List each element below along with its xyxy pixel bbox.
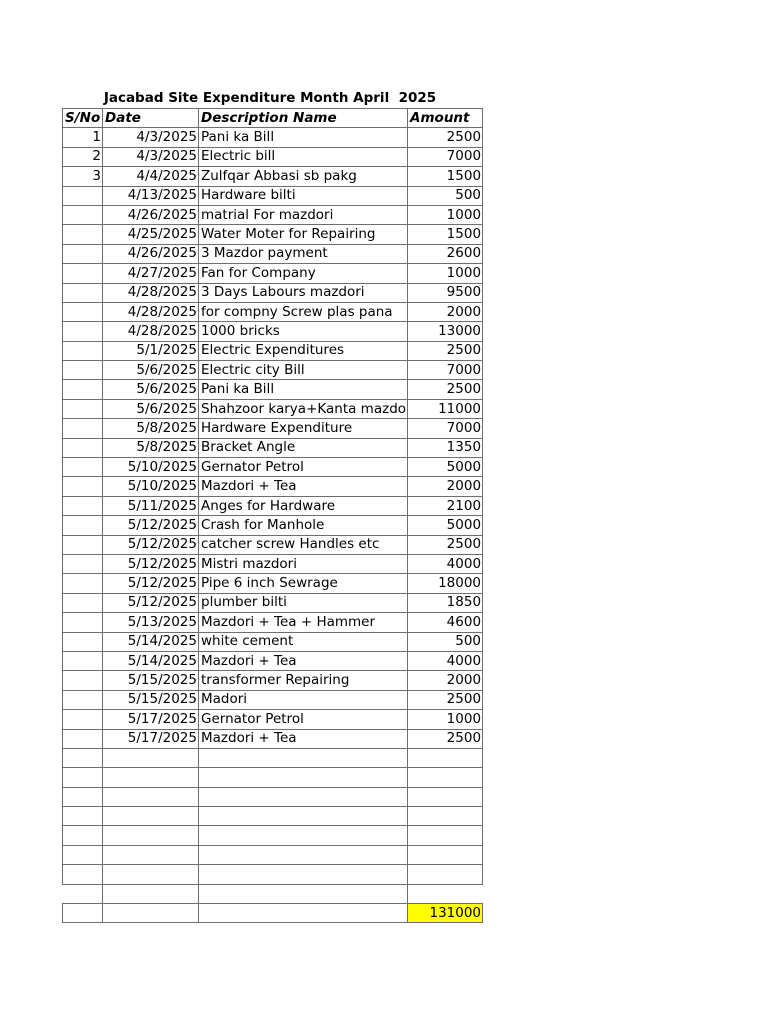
table-row — [63, 419, 483, 438]
table-row — [63, 283, 483, 302]
date-cell[interactable]: 5/10/2025 — [103, 458, 199, 477]
amount-cell[interactable]: 2500 — [408, 341, 483, 360]
table-row — [63, 671, 483, 690]
description-cell[interactable]: Pipe 6 inch Sewrage — [199, 574, 408, 593]
amount-cell[interactable]: 1500 — [408, 225, 483, 244]
description-cell[interactable] — [199, 748, 408, 767]
description-cell[interactable] — [199, 826, 408, 845]
amount-cell[interactable]: 18000 — [408, 574, 483, 593]
description-cell[interactable]: Electric bill — [199, 147, 408, 166]
table-row — [63, 516, 483, 535]
amount-cell[interactable]: 1000 — [408, 264, 483, 283]
description-cell[interactable]: 1000 bricks — [199, 322, 408, 341]
total-description-cell[interactable] — [199, 904, 408, 923]
table-row — [63, 458, 483, 477]
description-cell[interactable]: transformer Repairing — [199, 671, 408, 690]
sno-cell[interactable]: 2 — [63, 147, 103, 166]
table-row — [63, 613, 483, 632]
total-date-cell[interactable] — [103, 904, 199, 923]
sno-cell[interactable] — [63, 768, 103, 787]
sno-cell[interactable]: 1 — [63, 128, 103, 147]
sno-cell[interactable] — [63, 710, 103, 729]
sno-cell[interactable] — [63, 826, 103, 845]
amount-cell[interactable] — [408, 748, 483, 767]
sno-cell[interactable] — [63, 477, 103, 496]
amount-cell[interactable]: 500 — [408, 632, 483, 651]
table-row — [63, 322, 483, 341]
date-cell[interactable]: 5/12/2025 — [103, 554, 199, 573]
amount-cell[interactable]: 2600 — [408, 244, 483, 263]
sno-cell[interactable]: 3 — [63, 167, 103, 186]
sno-cell[interactable] — [63, 458, 103, 477]
table-row — [63, 147, 483, 166]
date-cell[interactable]: 5/15/2025 — [103, 671, 199, 690]
description-cell[interactable] — [199, 807, 408, 826]
sno-cell[interactable] — [63, 516, 103, 535]
empty-row — [63, 807, 483, 826]
amount-cell[interactable]: 4000 — [408, 651, 483, 670]
header-sno[interactable]: S/No — [63, 109, 103, 128]
sno-cell[interactable] — [63, 593, 103, 612]
description-cell[interactable]: Pani ka Bill — [199, 128, 408, 147]
date-cell[interactable]: 5/15/2025 — [103, 690, 199, 709]
empty-row — [63, 787, 483, 806]
sno-cell[interactable] — [63, 613, 103, 632]
date-cell[interactable]: 4/28/2025 — [103, 283, 199, 302]
date-cell[interactable]: 5/12/2025 — [103, 574, 199, 593]
description-cell[interactable]: Bracket Angle — [199, 438, 408, 457]
description-cell[interactable]: Hardware Expenditure — [199, 419, 408, 438]
description-cell[interactable] — [199, 768, 408, 787]
description-cell[interactable]: Anges for Hardware — [199, 496, 408, 515]
date-cell[interactable]: 5/6/2025 — [103, 361, 199, 380]
date-cell[interactable] — [103, 768, 199, 787]
description-cell[interactable]: Mistri mazdori — [199, 554, 408, 573]
table-row — [63, 361, 483, 380]
sno-cell[interactable] — [63, 807, 103, 826]
amount-cell[interactable]: 7000 — [408, 147, 483, 166]
date-cell[interactable]: 4/26/2025 — [103, 244, 199, 263]
amount-cell[interactable]: 2000 — [408, 671, 483, 690]
amount-cell[interactable]: 13000 — [408, 322, 483, 341]
table-row — [63, 438, 483, 457]
amount-cell[interactable]: 1000 — [408, 710, 483, 729]
description-cell[interactable]: Fan for Company — [199, 264, 408, 283]
table-row — [63, 477, 483, 496]
description-cell[interactable]: catcher screw Handles etc — [199, 535, 408, 554]
sno-cell[interactable] — [63, 845, 103, 864]
date-cell[interactable]: 5/12/2025 — [103, 535, 199, 554]
header-date[interactable]: Date — [103, 109, 199, 128]
amount-cell[interactable] — [408, 768, 483, 787]
amount-cell[interactable] — [408, 787, 483, 806]
amount-cell[interactable]: 4600 — [408, 613, 483, 632]
sno-cell[interactable] — [63, 632, 103, 651]
sno-cell[interactable] — [63, 729, 103, 748]
amount-cell[interactable] — [408, 807, 483, 826]
sno-cell[interactable] — [63, 341, 103, 360]
date-cell[interactable]: 4/3/2025 — [103, 128, 199, 147]
amount-cell[interactable]: 500 — [408, 186, 483, 205]
table-row — [63, 399, 483, 418]
description-cell[interactable]: matrial For mazdori — [199, 205, 408, 224]
amount-cell[interactable]: 1500 — [408, 167, 483, 186]
table-row — [63, 302, 483, 321]
date-cell[interactable]: 5/14/2025 — [103, 632, 199, 651]
date-cell[interactable]: 5/10/2025 — [103, 477, 199, 496]
empty-row — [63, 768, 483, 787]
description-cell[interactable]: Hardware bilti — [199, 186, 408, 205]
table-row — [63, 651, 483, 670]
sno-cell[interactable] — [63, 671, 103, 690]
description-cell[interactable]: Shahzoor karya+Kanta mazdo — [199, 399, 408, 418]
date-cell[interactable]: 5/1/2025 — [103, 341, 199, 360]
description-cell[interactable]: Pani ka Bill — [199, 380, 408, 399]
date-cell[interactable]: 5/12/2025 — [103, 593, 199, 612]
sno-cell[interactable] — [63, 380, 103, 399]
description-cell[interactable]: Gernator Petrol — [199, 458, 408, 477]
amount-cell[interactable]: 11000 — [408, 399, 483, 418]
description-cell[interactable] — [199, 787, 408, 806]
sno-cell[interactable] — [63, 244, 103, 263]
description-cell[interactable]: Mazdori + Tea — [199, 477, 408, 496]
date-cell[interactable]: 5/8/2025 — [103, 438, 199, 457]
date-cell[interactable]: 4/27/2025 — [103, 264, 199, 283]
amount-cell[interactable]: 2500 — [408, 380, 483, 399]
amount-cell[interactable]: 5000 — [408, 458, 483, 477]
sno-cell[interactable] — [63, 361, 103, 380]
description-cell[interactable]: Gernator Petrol — [199, 710, 408, 729]
amount-cell[interactable] — [408, 865, 483, 884]
table-row — [63, 729, 483, 748]
sno-cell[interactable] — [63, 651, 103, 670]
sno-cell[interactable] — [63, 787, 103, 806]
description-cell[interactable]: Water Moter for Repairing — [199, 225, 408, 244]
table-row — [63, 205, 483, 224]
amount-cell[interactable]: 5000 — [408, 516, 483, 535]
header-row — [63, 109, 483, 128]
table-row — [63, 710, 483, 729]
date-cell[interactable] — [103, 865, 199, 884]
sno-cell[interactable] — [63, 322, 103, 341]
table-row — [63, 167, 483, 186]
amount-cell[interactable]: 2000 — [408, 302, 483, 321]
date-cell[interactable] — [103, 845, 199, 864]
empty-row — [63, 748, 483, 767]
date-cell[interactable] — [103, 787, 199, 806]
amount-cell[interactable]: 2500 — [408, 690, 483, 709]
amount-cell[interactable]: 1000 — [408, 205, 483, 224]
description-cell[interactable]: Mazdori + Tea — [199, 729, 408, 748]
sno-cell[interactable] — [63, 496, 103, 515]
table-row — [63, 264, 483, 283]
amount-cell[interactable] — [408, 826, 483, 845]
amount-cell[interactable]: 1850 — [408, 593, 483, 612]
table-row — [63, 535, 483, 554]
date-cell[interactable] — [103, 807, 199, 826]
header-description[interactable]: Description Name — [199, 109, 408, 128]
description-cell[interactable]: for compny Screw plas pana — [199, 302, 408, 321]
date-cell[interactable]: 5/17/2025 — [103, 710, 199, 729]
description-cell[interactable] — [199, 884, 408, 903]
empty-row — [63, 826, 483, 845]
date-cell[interactable] — [103, 748, 199, 767]
table-row — [63, 244, 483, 263]
total-row — [63, 904, 483, 923]
table-row — [63, 593, 483, 612]
date-cell[interactable]: 4/4/2025 — [103, 167, 199, 186]
description-cell[interactable]: 3 Mazdor payment — [199, 244, 408, 263]
amount-cell[interactable]: 1350 — [408, 438, 483, 457]
amount-cell[interactable]: 7000 — [408, 361, 483, 380]
description-cell[interactable]: Madori — [199, 690, 408, 709]
table-row — [63, 341, 483, 360]
empty-row — [63, 865, 483, 884]
sno-cell[interactable] — [63, 690, 103, 709]
sno-cell[interactable] — [63, 186, 103, 205]
sno-cell[interactable] — [63, 419, 103, 438]
table-row — [63, 690, 483, 709]
date-cell[interactable]: 5/17/2025 — [103, 729, 199, 748]
date-cell[interactable]: 4/26/2025 — [103, 205, 199, 224]
sno-cell[interactable] — [63, 283, 103, 302]
sno-cell[interactable] — [63, 748, 103, 767]
date-cell[interactable]: 5/12/2025 — [103, 516, 199, 535]
description-cell[interactable]: Electric Expenditures — [199, 341, 408, 360]
description-cell[interactable]: plumber bilti — [199, 593, 408, 612]
amount-cell[interactable]: 7000 — [408, 419, 483, 438]
sno-cell[interactable] — [63, 554, 103, 573]
table-row — [63, 225, 483, 244]
date-cell[interactable]: 5/8/2025 — [103, 419, 199, 438]
amount-cell[interactable]: 9500 — [408, 283, 483, 302]
amount-cell[interactable] — [408, 884, 483, 903]
table-row — [63, 186, 483, 205]
description-cell[interactable] — [199, 845, 408, 864]
description-cell[interactable]: Mazdori + Tea + Hammer — [199, 613, 408, 632]
sno-cell[interactable] — [63, 205, 103, 224]
sno-cell[interactable] — [63, 225, 103, 244]
description-cell[interactable]: Mazdori + Tea — [199, 651, 408, 670]
description-cell[interactable] — [199, 865, 408, 884]
header-amount[interactable]: Amount — [408, 109, 483, 128]
expenditure-table — [62, 108, 483, 923]
description-cell[interactable]: white cement — [199, 632, 408, 651]
table-row — [63, 380, 483, 399]
spacer-row — [63, 884, 483, 903]
date-cell[interactable]: 5/6/2025 — [103, 399, 199, 418]
amount-cell[interactable]: 2000 — [408, 477, 483, 496]
table-row — [63, 574, 483, 593]
total-amount-cell[interactable]: 131000 — [408, 904, 483, 923]
description-cell[interactable]: Crash for Manhole — [199, 516, 408, 535]
date-cell[interactable]: 4/28/2025 — [103, 322, 199, 341]
empty-row — [63, 845, 483, 864]
table-row — [63, 554, 483, 573]
sno-cell[interactable] — [63, 264, 103, 283]
amount-cell[interactable]: 2500 — [408, 128, 483, 147]
sno-cell[interactable] — [63, 865, 103, 884]
sno-cell[interactable] — [63, 438, 103, 457]
date-cell[interactable]: 5/14/2025 — [103, 651, 199, 670]
amount-cell[interactable]: 2100 — [408, 496, 483, 515]
amount-cell[interactable] — [408, 845, 483, 864]
table-row — [63, 128, 483, 147]
description-cell[interactable]: 3 Days Labours mazdori — [199, 283, 408, 302]
date-cell[interactable]: 5/6/2025 — [103, 380, 199, 399]
sno-cell[interactable] — [63, 574, 103, 593]
amount-cell[interactable]: 2500 — [408, 729, 483, 748]
date-cell[interactable] — [103, 826, 199, 845]
description-cell[interactable]: Zulfqar Abbasi sb pakg — [199, 167, 408, 186]
sno-cell[interactable] — [63, 535, 103, 554]
date-cell[interactable]: 4/28/2025 — [103, 302, 199, 321]
sno-cell[interactable] — [63, 399, 103, 418]
date-cell[interactable]: 4/25/2025 — [103, 225, 199, 244]
date-cell[interactable]: 5/13/2025 — [103, 613, 199, 632]
amount-cell[interactable]: 2500 — [408, 535, 483, 554]
amount-cell[interactable]: 4000 — [408, 554, 483, 573]
description-cell[interactable]: Electric city Bill — [199, 361, 408, 380]
date-cell[interactable]: 5/11/2025 — [103, 496, 199, 515]
date-cell[interactable] — [103, 884, 199, 903]
date-cell[interactable]: 4/3/2025 — [103, 147, 199, 166]
sno-cell[interactable] — [63, 884, 103, 903]
table-row — [63, 496, 483, 515]
sheet-title: Jacabad Site Expenditure Month April 2025 — [103, 90, 437, 106]
total-sno-cell[interactable] — [63, 904, 103, 923]
table-row — [63, 632, 483, 651]
date-cell[interactable]: 4/13/2025 — [103, 186, 199, 205]
sno-cell[interactable] — [63, 302, 103, 321]
